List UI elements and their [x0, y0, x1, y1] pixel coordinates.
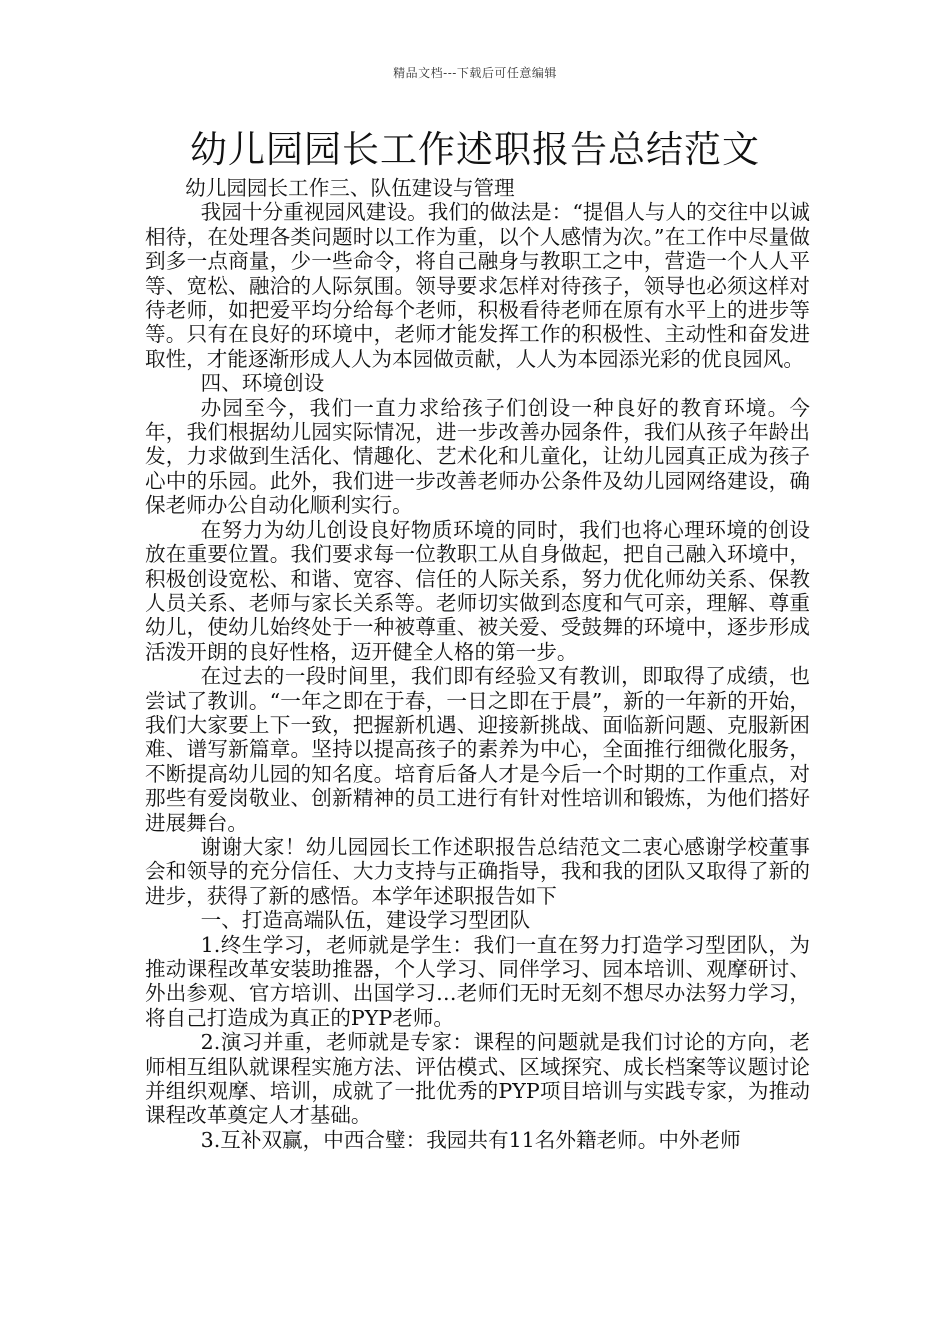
section-heading-high-end-team: 一、打造高端队伍，建设学习型团队 [200, 908, 531, 933]
paragraph: 3.互补双赢，中西合璧：我园共有11名外籍老师。中外老师 [200, 1127, 741, 1152]
paragraph: 我园十分重视园风建设。我们的做法是：“提倡人与人的交往中以诚相待，在处理各类问题时以工作为重，以个人感情为次。”在工作中尽量做到多一点商量，少一些命令，将自己融身与教职工之中，营造一个人人平等、宽松、融洽的人际氛围。领导要求怎样对待孩子，领导也必须这样对待老师，如把爱平均分给每个老师，积极看待老师在原有水平上的进步等等。只有在良好的环境中，老师才能发挥工作的积极性、主动性和奋发进取性，才能逐渐形成人人为本园做贡献，人人为本园添光彩的优良园风。 [145, 200, 810, 371]
paragraph: 在过去的一段时间里，我们即有经验又有教训，即取得了成绩，也尝试了教训。“一年之即在于春，一日之即在于晨”，新的一年新的开始，我们大家要上下一致，把握新机遇、迎接新挑战、面临新问题、克服新困难、谱写新篇章。坚持以提高孩子的素养为中心，全面推行细微化服务，不断提高幼儿园的知名度。培育后备人才是今后一个时期的工作重点，对那些有爱岗敬业、创新精神的员工进行有针对性培训和锻炼，为他们搭好进展舞台。 [145, 664, 810, 835]
section-heading-environment: 四、环境创设 [200, 371, 325, 396]
paragraph: 2.演习并重，老师就是专家：课程的问题就是我们讨论的方向，老师相互组队就课程实施方法、评估模式、区域探究、成长档案等议题讨论并组织观摩、培训，成就了一批优秀的PYP项目培训与实践专家，为推动课程改革奠定人才基础。 [145, 1030, 810, 1128]
document-title: 幼儿园园长工作述职报告总结范文 [190, 128, 760, 171]
paragraph: 办园至今，我们一直力求给孩子们创设一种良好的教育环境。今年，我们根据幼儿园实际情况，进一步改善办园条件，我们从孩子年龄出发，力求做到生活化、情趣化、艺术化和儿童化，让幼儿园真正成为孩子心中的乐园。此外，我们进一步改善老师办公条件及幼儿园网络建设，确保老师办公自动化顺利实行。 [145, 395, 810, 518]
paragraph: 在努力为幼儿创设良好物质环境的同时，我们也将心理环境的创设放在重要位置。我们要求每一位教职工从自身做起，把自己融入环境中，积极创设宽松、和谐、宽容、信任的人际关系，努力优化师幼关系、保教人员关系、老师与家长关系等。老师切实做到态度和气可亲，理解、尊重幼儿，使幼儿始终处于一种被尊重、被关爱、受鼓舞的环境中，逐步形成活泼开朗的良好性格，迈开健全人格的第一步。 [145, 517, 810, 664]
paragraph: 1.终生学习，老师就是学生：我们一直在努力打造学习型团队，为推动课程改革安装助推器，个人学习、同伴学习、园本培训、观摩研讨、外出参观、官方培训、出国学习…老师们无时无刻不想尽办法努力学习，将自己打造成为真正的PYP老师。 [145, 932, 810, 1030]
document-body [145, 176, 810, 1152]
section-heading-team-building: 幼儿园园长工作三、队伍建设与管理 [185, 176, 515, 200]
header-note: 精品文档---下载后可任意编辑 [393, 66, 557, 80]
paragraph: 谢谢大家！幼儿园园长工作述职报告总结范文二衷心感谢学校董事会和领导的充分信任、大力支持与正确指导，我和我的团队又取得了新的进步，获得了新的感悟。本学年述职报告如下 [145, 834, 810, 908]
